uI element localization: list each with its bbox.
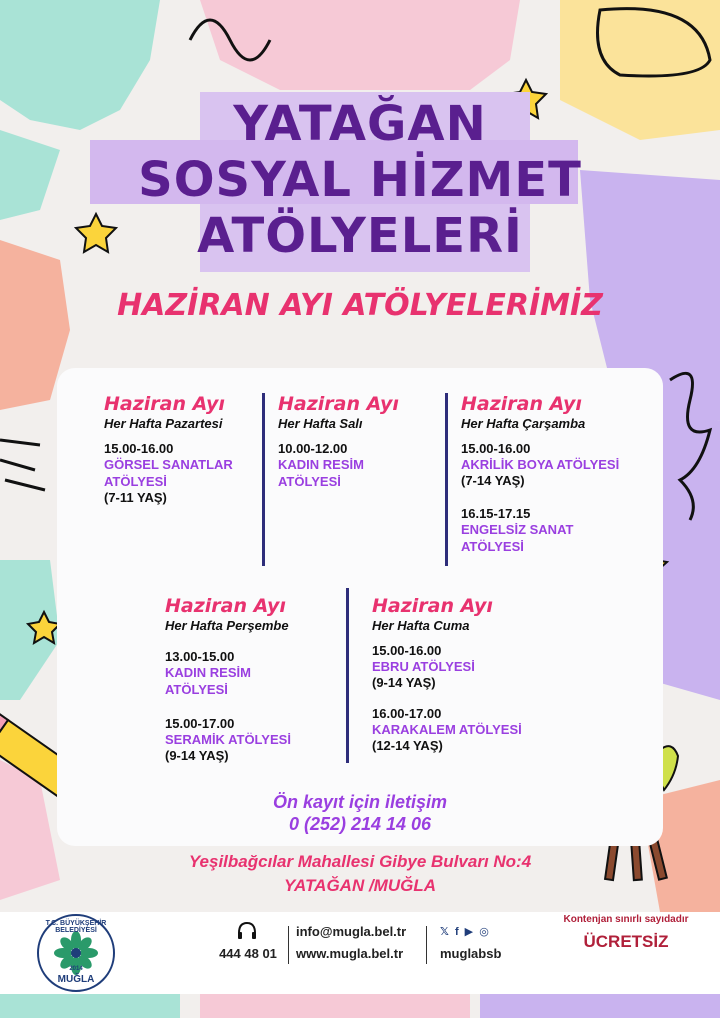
session-name: ATÖLYESİ (165, 682, 228, 697)
registration-label: Ön kayıt için iletişim (272, 792, 448, 812)
session-time: 15.00-16.00 (104, 441, 174, 456)
registration-phone[interactable]: 0 (252) 214 14 06 (288, 814, 432, 834)
session-name: GÖRSEL SANATLAR (104, 457, 233, 472)
facebook-icon[interactable]: f (454, 926, 459, 938)
session-age: (9-14 YAŞ) (372, 675, 436, 690)
session-name: KADIN RESİM (165, 665, 251, 680)
footer-email[interactable]: info@mugla.bel.tr (296, 924, 407, 939)
session-name: KARAKALEM ATÖLYESİ (372, 722, 522, 737)
logo-arc-text: T.C. BÜYÜKŞEHİR BELEDİYESİ (45, 920, 107, 934)
session-name: AKRİLİK BOYA ATÖLYESİ (461, 457, 620, 472)
month-label: Haziran Ayı (278, 393, 399, 415)
session-name: ENGELSİZ SANAT (461, 522, 574, 537)
title-line-3: ATÖLYELERİ (197, 208, 523, 264)
month-label: Haziran Ayı (372, 595, 493, 617)
month-label: Haziran Ayı (461, 393, 582, 415)
session-age: (12-14 YAŞ) (372, 738, 443, 753)
session-name: ATÖLYESİ (278, 474, 341, 489)
weekday-label: Her Hafta Çarşamba (461, 416, 586, 431)
session-time: 15.00-16.00 (372, 643, 442, 658)
footer-phone[interactable]: 444 48 01 (219, 946, 277, 961)
session-name: ATÖLYESİ (461, 539, 524, 554)
session-name: KADIN RESİM (278, 457, 364, 472)
session-name: ATÖLYESİ (104, 474, 167, 489)
schedule-tuesday (278, 393, 438, 490)
capacity-notice: Kontenjan sınırlı sayıdadır (563, 914, 689, 925)
session-name: EBRU ATÖLYESİ (372, 659, 475, 674)
session-time: 15.00-16.00 (461, 441, 531, 456)
social-handle[interactable]: muglabsb (440, 946, 502, 961)
session-time: 15.00-17.00 (165, 716, 235, 731)
instagram-icon[interactable]: ◎ (479, 926, 489, 938)
month-label: Haziran Ayı (104, 393, 225, 415)
x-icon[interactable]: 𝕏 (440, 926, 449, 938)
footer-website[interactable]: www.mugla.bel.tr (296, 946, 404, 961)
session-age: (9-14 YAŞ) (165, 748, 229, 763)
weekday-label: Her Hafta Salı (278, 416, 363, 431)
session-time: 16.00-17.00 (372, 706, 442, 721)
divider (288, 926, 289, 964)
headset-icon (236, 920, 258, 942)
weekday-label: Her Hafta Perşembe (165, 618, 289, 633)
address-line-1: Yeşilbağcılar Mahallesi Gibye Bulvarı No:4 (188, 852, 532, 871)
free-label: ÜCRETSİZ (583, 932, 669, 951)
session-time: 16.15-17.15 (461, 506, 531, 521)
divider (262, 393, 265, 566)
logo-year: 2014 (69, 966, 83, 972)
address-line-2: YATAĞAN /MUĞLA (283, 876, 437, 895)
title-line-2: SOSYAL HİZMET (138, 152, 582, 208)
weekday-label: Her Hafta Cuma (372, 618, 470, 633)
schedule-monday (104, 393, 259, 505)
logo-bottom-text: MUĞLA (57, 974, 95, 985)
month-label: Haziran Ayı (165, 595, 286, 617)
schedule-friday (372, 595, 572, 753)
session-name: SERAMİK ATÖLYESİ (165, 732, 291, 747)
schedule-wednesday (461, 393, 651, 555)
title-line-1: YATAĞAN (233, 96, 487, 152)
subtitle: HAZİRAN AYI ATÖLYELERİMİZ (117, 288, 603, 323)
session-age: (7-11 YAŞ) (104, 490, 167, 505)
youtube-icon[interactable]: ▶ (464, 926, 474, 938)
divider (346, 588, 349, 763)
schedule-thursday (165, 595, 340, 763)
session-age: (7-14 YAŞ) (461, 473, 525, 488)
divider (426, 926, 427, 964)
weekday-label: Her Hafta Pazartesi (104, 416, 223, 431)
session-time: 10.00-12.00 (278, 441, 348, 456)
session-time: 13.00-15.00 (165, 649, 235, 664)
divider (445, 393, 448, 566)
